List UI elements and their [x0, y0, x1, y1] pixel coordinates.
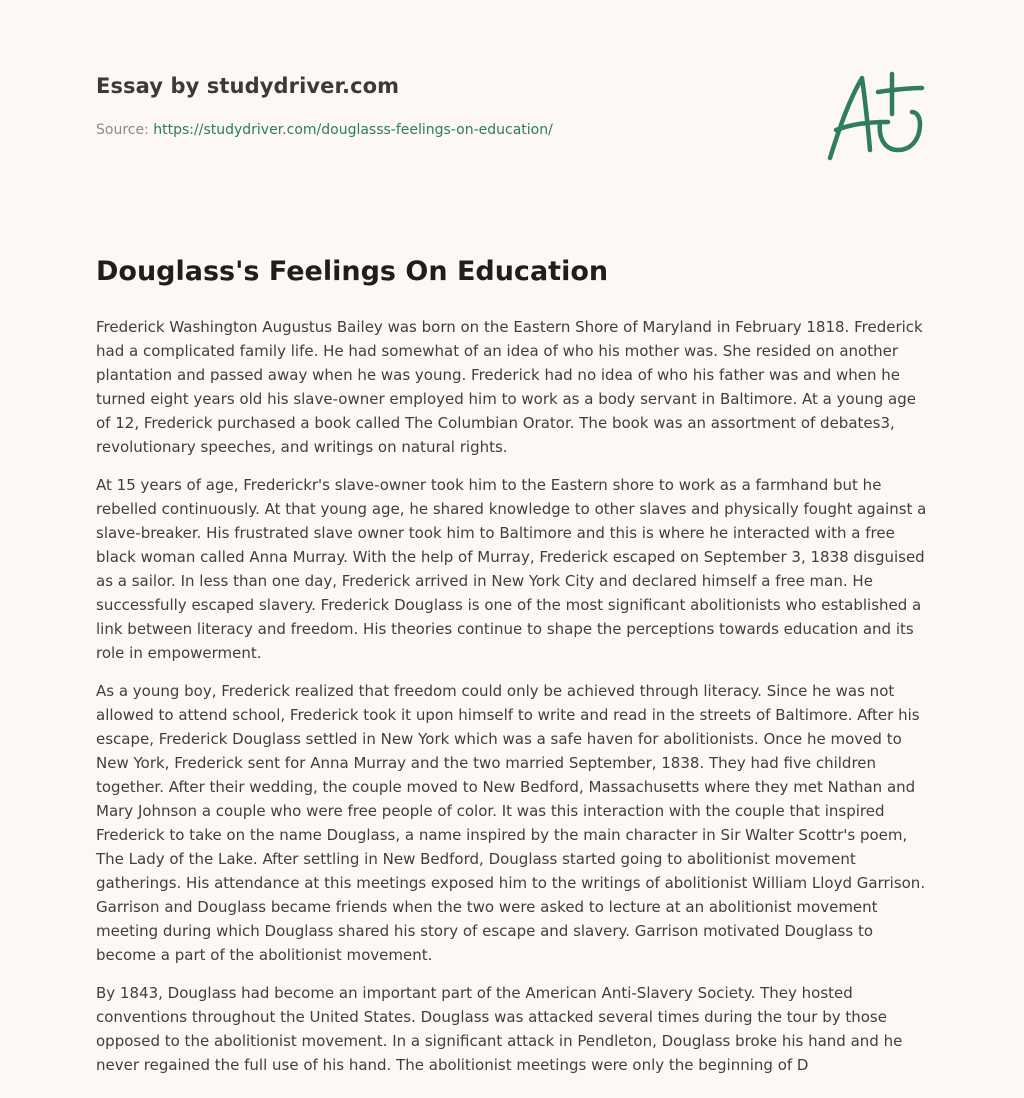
a-plus-logo-icon — [822, 66, 930, 166]
source-label: Source: — [96, 122, 149, 138]
source-link[interactable]: https://studydriver.com/douglasss-feelings-on-education/ — [153, 122, 553, 138]
article-title: Douglass's Feelings On Education — [96, 256, 609, 287]
page-header — [96, 74, 796, 138]
article-paragraph: As a young boy, Frederick realized that freedom could only be achieved through literacy. Since he was not allowed to attend school, Frederick took it upon himself to write and read in the streets of Baltimore. After his escape, Frederick Douglass settled in New York which was a safe haven for abolitionists. Once he moved to New York, Frederick sent for Anna Murray and the two married September, 1838. They had five children together. After their wedding, the couple moved to New Bedford, Massachusetts where they met Nathan and Mary Johnson a couple who were free people of color. It was this interaction with the couple that inspired Frederick to take on the name Douglass, a name inspired by the main character in Sir Walter Scottr's poem, The Lady of the Lake. After settling in New Bedford, Douglass started going to abolitionist movement gatherings. His attendance at this meetings exposed him to the writings of abolitionist William Lloyd Garrison. Garrison and Douglass became friends when the two were asked to lecture at an abolitionist movement meeting during which Douglass shared his story of escape and slavery. Garrison motivated Douglass to become a part of the abolitionist movement. — [96, 682, 926, 964]
article-paragraph: Frederick Washington Augustus Bailey was born on the Eastern Shore of Maryland in February 1818. Frederick had a complicated family life. He had somewhat of an idea of who his mother was. She resided on another plantation and passed away when he was young. Frederick had no idea of who his father was and when he turned eight years old his slave-owner employed him to work as a body servant in Baltimore. At a young age of 12, Frederick purchased a book called The Columbian Orator. The book was an assortment of debates3, revolutionary speeches, and writings on natural rights. — [96, 318, 923, 456]
article-paragraph: By 1843, Douglass had become an important part of the American Anti-Slavery Society. They hosted conventions throughout the United States. Douglass was attacked several times during the tour by those opposed to the abolitionist movement. In a significant attack in Pendleton, Douglass broke his hand and he never regained the full use of his hand. The abolitionist meetings were only the beginning of D — [96, 984, 903, 1074]
site-brand: Essay by studydriver.com — [96, 74, 400, 98]
article-paragraph: At 15 years of age, Frederickr's slave-owner took him to the Eastern shore to work as a farmhand but he rebelled continuously. At that young age, he shared knowledge to other slaves and physically fought against a slave-breaker. His frustrated slave owner took him to Baltimore and this is where he interacted with a free black woman called Anna Murray. With the help of Murray, Frederick escaped on September 3, 1838 disguised as a sailor. In less than one day, Frederick arrived in New York City and declared himself a free man. He successfully escaped slavery. Frederick Douglass is one of the most significant abolitionists who established a link between literacy and freedom. His theories continue to shape the perceptions towards education and its role in empowerment. — [96, 476, 927, 662]
article-body — [96, 315, 932, 1091]
source-line — [96, 122, 796, 138]
